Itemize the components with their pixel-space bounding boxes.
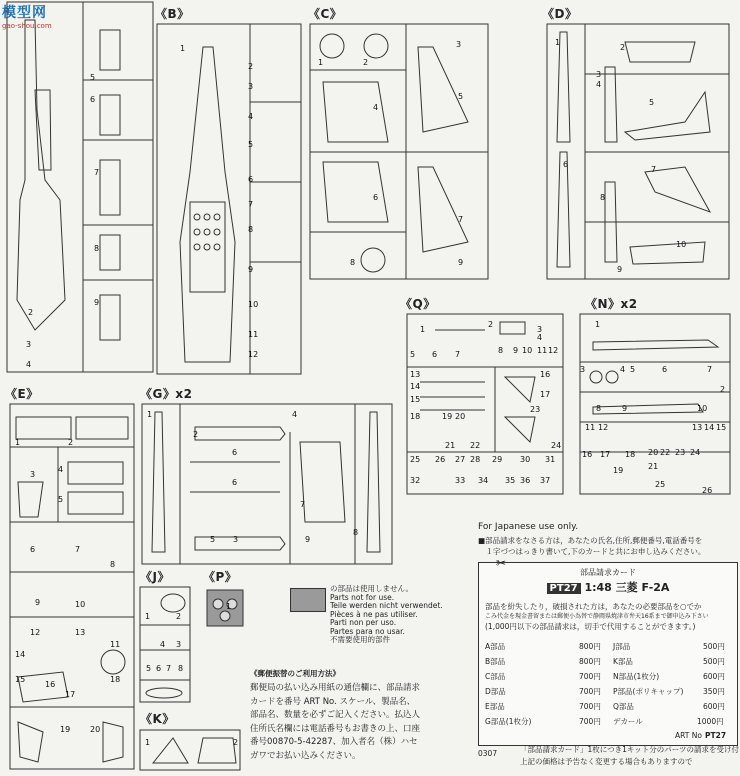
order-item-name: A部品 — [485, 642, 506, 651]
order-item-price: 700円 — [579, 672, 601, 681]
part-num: 5 — [649, 98, 655, 107]
part-num: 20 — [90, 725, 101, 734]
part-num: 6 — [563, 160, 569, 169]
section-label-q: 《Q》 — [400, 297, 436, 311]
part-num: 2 — [28, 308, 34, 317]
legend-line: Parts not for use. — [330, 592, 395, 602]
art-no-value: PT27 — [705, 731, 727, 740]
part-num: 6 — [30, 545, 36, 554]
order-item-name: D部品 — [485, 687, 506, 696]
part-num: 5 — [630, 365, 636, 374]
japan-note-line: ■部品請求をなさる方は，あなたの氏名,住所,郵便番号,電話番号を — [478, 536, 703, 545]
part-num: 10 — [676, 240, 687, 249]
art-no-label: ART No — [675, 731, 702, 740]
section-label-b: 《B》 — [155, 7, 190, 21]
part-num: 26 — [435, 455, 446, 464]
sprue-g-frame — [140, 402, 395, 567]
part-num: 22 — [660, 448, 671, 457]
sprue-p-frame — [205, 588, 245, 628]
art-badge: PT27 — [547, 583, 581, 594]
order-item-price: 500円 — [703, 642, 725, 651]
part-num: 18 — [410, 412, 421, 421]
part-num: 11 — [248, 330, 259, 339]
part-num: 8 — [110, 560, 116, 569]
order-card-title: 部品請求カード — [580, 568, 636, 577]
order-card-header — [479, 579, 737, 595]
scissors-icon: ✂ — [496, 556, 507, 570]
sprue-j-frame — [138, 585, 193, 705]
part-num: 16 — [45, 680, 56, 689]
part-num: 24 — [551, 441, 562, 450]
order-item-price: 700円 — [579, 702, 601, 711]
part-num: 10 — [248, 300, 259, 309]
part-num: 2 — [193, 430, 199, 439]
part-num: 20 — [648, 448, 659, 457]
part-num: 25 — [410, 455, 421, 464]
part-num: 5 — [248, 140, 254, 149]
part-num: 36 — [520, 476, 531, 485]
order-item-price: 700円 — [579, 687, 601, 696]
part-num: 14 — [704, 423, 715, 432]
part-num: 9 — [305, 535, 311, 544]
sprue-k-frame — [138, 728, 243, 773]
part-num: 7 — [458, 215, 464, 224]
part-num: 8 — [498, 346, 504, 355]
part-num: 1 — [145, 612, 151, 621]
part-num: 10 — [522, 346, 533, 355]
part-num: 3 — [580, 365, 586, 374]
legend-line: の部品は使用しません。 — [330, 584, 413, 593]
postal-instructions — [250, 682, 420, 763]
part-num: 4 — [248, 112, 254, 121]
part-num: 4 — [160, 640, 166, 649]
part-num: 12 — [598, 423, 609, 432]
unused-parts-swatch — [290, 588, 326, 612]
part-num: 16 — [540, 370, 551, 379]
part-num: 3 — [176, 640, 182, 649]
order-item-price: 600円 — [703, 702, 725, 711]
parts-order-card — [478, 562, 738, 746]
part-num: 5 — [458, 92, 464, 101]
part-num: 24 — [690, 448, 701, 457]
order-item-name: J部品 — [613, 642, 631, 651]
part-num: 2 — [68, 438, 74, 447]
part-num: 9 — [94, 298, 100, 307]
section-label-k: 《K》 — [140, 712, 175, 726]
part-num: 8 — [350, 258, 356, 267]
part-num: 2 — [720, 385, 726, 394]
part-num: 5 — [410, 350, 416, 359]
part-num: 11 — [110, 640, 121, 649]
postal-line: 郵便局の払い込み用紙の通信欄に、部品請求 — [250, 683, 421, 693]
part-num: 15 — [15, 675, 26, 684]
part-num: 1 — [226, 602, 232, 611]
part-num: 14 — [410, 382, 421, 391]
part-num: 2 — [488, 320, 494, 329]
part-num: 1 — [145, 738, 151, 747]
section-label-j: 《J》 — [140, 570, 170, 584]
part-num: 15 — [716, 423, 727, 432]
part-num: 26 — [702, 486, 713, 495]
legend-line: Teile werden nicht verwendet. — [330, 601, 443, 610]
part-num: 2 — [176, 612, 182, 621]
part-num: 13 — [692, 423, 703, 432]
order-desc-line: 部品を紛失したり，破損された方は，あなたの必要部品を○でか — [485, 602, 702, 611]
part-num: 8 — [248, 225, 254, 234]
order-item-price: 1000円 — [697, 717, 724, 726]
part-num: 4 — [537, 333, 543, 342]
order-desc-line: (1,000円以下の部品請求は，切手で代用することができます。) — [485, 622, 696, 631]
part-num: 22 — [470, 441, 481, 450]
part-num: 12 — [548, 346, 559, 355]
part-num: 2 — [248, 62, 254, 71]
legend-line: 不需要使用的部件 — [330, 635, 390, 644]
part-num: 17 — [600, 450, 611, 459]
part-num: 23 — [675, 448, 686, 457]
part-num: 13 — [410, 370, 421, 379]
postal-line: ガワでお払い込みください。 — [250, 750, 361, 761]
part-num: 4 — [620, 365, 626, 374]
order-item-price: 350円 — [703, 687, 725, 696]
part-num: 27 — [455, 455, 466, 464]
order-item-name: B部品 — [485, 657, 506, 666]
part-num: 7 — [651, 165, 657, 174]
order-item-price: 500円 — [703, 657, 725, 666]
section-label-g: 《G》x2 — [140, 387, 193, 401]
part-num: 9 — [617, 265, 623, 274]
part-num: 3 — [26, 340, 32, 349]
part-num: 12 — [248, 350, 259, 359]
part-num: 11 — [537, 346, 548, 355]
product-name: 三菱 F-2A — [615, 581, 670, 594]
part-num: 10 — [697, 404, 708, 413]
order-item-price: 700円 — [579, 717, 601, 726]
part-num: 6 — [373, 193, 379, 202]
unused-parts-legend — [330, 585, 443, 645]
part-num: 17 — [540, 390, 551, 399]
part-num: 23 — [530, 405, 541, 414]
order-item-price: 800円 — [579, 657, 601, 666]
part-num: 1 — [318, 58, 324, 67]
sprue-a-frame — [5, 0, 155, 375]
part-num: 17 — [65, 690, 76, 699]
order-item-name: E部品 — [485, 702, 505, 711]
part-num: 6 — [248, 175, 254, 184]
part-num: 1 — [147, 410, 153, 419]
part-num: 1 — [595, 320, 601, 329]
part-num: 13 — [75, 628, 86, 637]
part-num: 7 — [166, 664, 172, 673]
part-num: 1 — [420, 325, 426, 334]
part-num: 2 — [620, 43, 626, 52]
section-label-p: 《P》 — [203, 570, 238, 584]
part-num: 9 — [35, 598, 41, 607]
part-num: 5 — [146, 664, 152, 673]
part-num: 7 — [300, 500, 306, 509]
watermark-url: gao-shou.com — [2, 22, 52, 30]
order-item-name: K部品 — [613, 657, 633, 666]
part-num: 8 — [596, 404, 602, 413]
part-num: 30 — [520, 455, 531, 464]
footer-code: 0307 — [478, 749, 498, 758]
order-item-name: デカール — [613, 717, 643, 726]
part-num: 8 — [353, 528, 359, 537]
order-item-name: Q部品 — [613, 702, 634, 711]
part-num: 1 — [555, 38, 561, 47]
legend-line: Pièces à ne pas utiliser. — [330, 609, 418, 619]
part-num: 6 — [432, 350, 438, 359]
part-num: 21 — [445, 441, 456, 450]
sprue-d-frame — [545, 22, 733, 284]
part-num: 28 — [470, 455, 481, 464]
part-num: 37 — [540, 476, 551, 485]
watermark-logo-text: 模型网 — [2, 5, 47, 21]
part-num: 8 — [600, 193, 606, 202]
part-num: 8 — [178, 664, 184, 673]
part-num: 12 — [30, 628, 41, 637]
section-label-e: 《E》 — [5, 387, 39, 401]
postal-line: 部品名、数量を必ずご記入ください。払込人 — [250, 710, 421, 720]
sprue-c-frame — [308, 22, 490, 284]
scale-label: 1:48 — [584, 581, 612, 594]
part-num: 9 — [622, 404, 628, 413]
part-num: 29 — [492, 455, 503, 464]
order-item-name: G部品(1枚分) — [485, 717, 532, 726]
part-num: 20 — [455, 412, 466, 421]
part-num: 3 — [30, 470, 36, 479]
part-num: 14 — [15, 650, 26, 659]
part-num: 4 — [58, 465, 64, 474]
part-num: 33 — [455, 476, 466, 485]
part-num: 6 — [232, 478, 238, 487]
part-num: 3 — [248, 82, 254, 91]
section-label-n: 《N》x2 — [585, 297, 638, 311]
order-desc-line: こみ代金を現金書留または郵便小為替で静岡県焼津市弁天16系まで御申込み下さい — [485, 613, 709, 620]
part-num: 10 — [75, 600, 86, 609]
part-num: 5 — [90, 73, 96, 82]
part-num: 35 — [505, 476, 516, 485]
part-num: 1 — [15, 438, 21, 447]
part-num: 2 — [233, 738, 239, 747]
part-num: 2 — [363, 58, 369, 67]
part-num: 1 — [180, 44, 186, 53]
part-num: 4 — [373, 103, 379, 112]
order-item-name: P部品(ポリキャップ) — [613, 687, 684, 696]
part-num: 19 — [442, 412, 453, 421]
footer-note: 「部品請求カード」1枚につき1キット分のパーツの請求を受け付 — [520, 745, 739, 754]
part-num: 31 — [545, 455, 556, 464]
part-num: 4 — [596, 80, 602, 89]
part-num: 6 — [232, 448, 238, 457]
part-num: 9 — [248, 265, 254, 274]
part-num: 34 — [478, 476, 489, 485]
part-num: 4 — [26, 360, 32, 369]
part-num: 19 — [613, 466, 624, 475]
part-num: 4 — [292, 410, 298, 419]
part-num: 15 — [410, 395, 421, 404]
part-num: 8 — [94, 244, 100, 253]
part-num: 21 — [648, 462, 659, 471]
section-label-c: 《C》 — [308, 7, 343, 21]
japan-note-line: １字づつはっきり書いて,下のカードと共にお申し込みください。 — [478, 547, 706, 556]
legend-line: Partes para no usar. — [330, 626, 405, 636]
part-num: 7 — [75, 545, 81, 554]
part-num: 19 — [60, 725, 71, 734]
part-num: 7 — [707, 365, 713, 374]
part-num: 32 — [410, 476, 421, 485]
section-label-d: 《D》 — [542, 7, 578, 21]
postal-heading: 《郵便振替のご利用方法》 — [250, 669, 340, 678]
part-num: 9 — [513, 346, 519, 355]
sprue-b-frame — [155, 22, 303, 377]
part-num: 5 — [58, 495, 64, 504]
part-num: 3 — [537, 325, 543, 334]
part-num: 9 — [458, 258, 464, 267]
part-num: 16 — [582, 450, 593, 459]
part-num: 25 — [655, 480, 666, 489]
japan-only-title: For Japanese use only. — [478, 522, 579, 532]
postal-line: 住所氏名欄には電話番号もお書きの上、口座 — [250, 723, 421, 734]
order-item-price: 800円 — [579, 642, 601, 651]
sprue-e-frame — [8, 402, 136, 772]
part-num: 3 — [596, 70, 602, 79]
part-num: 7 — [455, 350, 461, 359]
part-num: 7 — [248, 200, 254, 209]
footer-note: 上記の価格は予告なく変更する場合もありますので — [520, 757, 693, 766]
part-num: 11 — [585, 423, 596, 432]
part-num: 18 — [110, 675, 121, 684]
postal-line: 番号00870-5-42287、加入者名（株）ハセ — [250, 737, 418, 747]
part-num: 3 — [233, 535, 239, 544]
postal-line: カードを番号 ART No. スケール、製品名、 — [250, 696, 416, 707]
part-num: 6 — [156, 664, 162, 673]
part-num: 7 — [94, 168, 100, 177]
order-item-name: N部品(1枚分) — [613, 672, 660, 681]
part-num: 6 — [662, 365, 668, 374]
part-num: 18 — [625, 450, 636, 459]
order-item-name: C部品 — [485, 672, 506, 681]
part-num: 5 — [210, 535, 216, 544]
part-num: 3 — [456, 40, 462, 49]
part-num: 6 — [90, 95, 96, 104]
legend-line: Parti non per uso. — [330, 618, 397, 627]
order-item-price: 600円 — [703, 672, 725, 681]
